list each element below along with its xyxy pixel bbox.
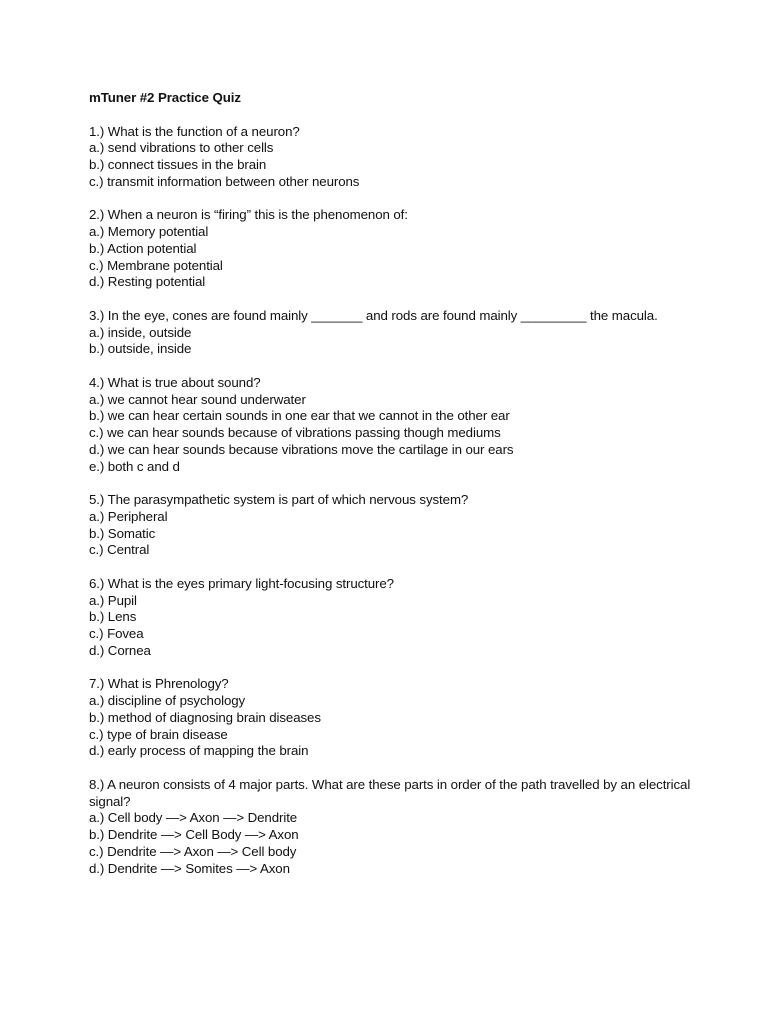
question-4 [89,375,729,476]
question-prompt: 4.) What is true about sound? [89,374,261,390]
answer-option: c.) transmit information between other neurons [89,173,360,189]
question-prompt: 3.) In the eye, cones are found mainly _______ and rods are found mainly _________ the macula. [89,307,658,323]
question-prompt: 1.) What is the function of a neuron? [89,123,300,139]
answer-option: b.) connect tissues in the brain [89,157,267,172]
document-title: mTuner #2 Practice Quiz [89,90,241,105]
answer-option: b.) outside, inside [89,341,192,357]
answer-option: a.) we cannot hear sound underwater [89,391,306,407]
answer-option: b.) method of diagnosing brain diseases [89,709,321,725]
question-7 [89,676,729,760]
answer-option: d.) Cornea [89,642,151,658]
question-prompt: 8.) A neuron consists of 4 major parts. What are these parts in order of the path travelled by an electrical signal? [89,776,691,809]
answer-option: c.) type of brain disease [89,726,228,742]
question-6 [89,576,729,660]
question-prompt: 2.) When a neuron is “firing” this is the phenomenon of: [89,207,408,223]
answer-option: b.) Somatic [89,525,156,541]
answer-option: c.) Membrane potential [89,257,223,273]
answer-option: d.) early process of mapping the brain [89,743,309,759]
answer-option: a.) Pupil [89,592,137,608]
answer-option: e.) both c and d [89,458,180,474]
answer-option: b.) Action potential [89,240,197,256]
question-2 [89,207,729,291]
question-5 [89,492,729,559]
answer-option: d.) we can hear sounds because vibrations move the cartilage in our ears [89,441,514,457]
question-3 [89,308,729,358]
answer-option: c.) Central [89,542,150,558]
answer-option: b.) Lens [89,609,137,625]
answer-option: a.) send vibrations to other cells [89,140,274,156]
answer-option: c.) Dendrite —> Axon —> Cell body [89,843,297,859]
question-prompt: 5.) The parasympathetic system is part of which nervous system? [89,492,469,507]
answer-option: a.) discipline of psychology [89,693,246,708]
question-prompt: 6.) What is the eyes primary light-focusing structure? [89,575,394,591]
quiz-document [89,90,729,877]
answer-option: a.) inside, outside [89,324,192,340]
answer-option: b.) Dendrite —> Cell Body —> Axon [89,827,299,842]
answer-option: a.) Memory potential [89,224,209,239]
question-1 [89,124,729,191]
answer-option: c.) Fovea [89,626,144,641]
answer-option: b.) we can hear certain sounds in one ear that we cannot in the other ear [89,408,510,424]
answer-option: c.) we can hear sounds because of vibrations passing though mediums [89,425,501,440]
answer-option: d.) Resting potential [89,274,206,290]
answer-option: a.) Cell body —> Axon —> Dendrite [89,810,298,826]
answer-option: d.) Dendrite —> Somites —> Axon [89,860,290,876]
question-prompt: 7.) What is Phrenology? [89,676,229,692]
question-8 [89,777,729,878]
answer-option: a.) Peripheral [89,508,168,524]
